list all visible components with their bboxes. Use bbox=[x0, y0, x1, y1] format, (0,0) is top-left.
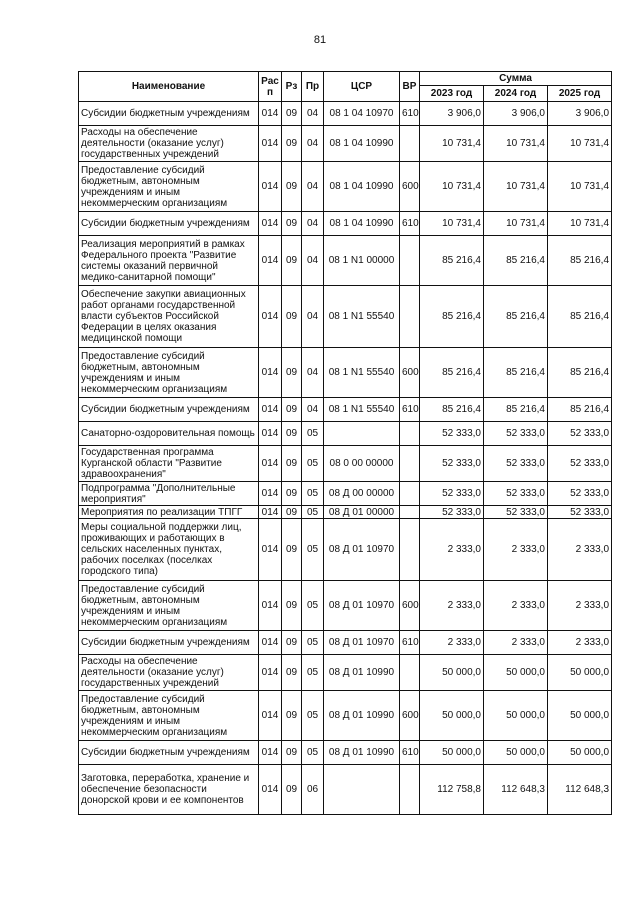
row-pr: 05 bbox=[302, 446, 324, 482]
row-vr: 600 bbox=[400, 348, 420, 398]
row-sum-2025: 2 333,0 bbox=[548, 581, 612, 631]
row-sum-2025: 10 731,4 bbox=[548, 162, 612, 212]
row-rasp: 014 bbox=[259, 519, 282, 581]
row-csr: 08 Д 01 10970 bbox=[324, 581, 400, 631]
row-sum-2024: 52 333,0 bbox=[484, 506, 548, 519]
table-row bbox=[79, 519, 612, 581]
row-csr: 08 Д 01 10990 bbox=[324, 741, 400, 765]
row-sum-2024: 112 648,3 bbox=[484, 765, 548, 815]
row-sum-2024: 50 000,0 bbox=[484, 741, 548, 765]
row-sum-2023: 52 333,0 bbox=[420, 446, 484, 482]
row-rasp: 014 bbox=[259, 581, 282, 631]
row-csr: 08 0 00 00000 bbox=[324, 446, 400, 482]
row-vr: 600 bbox=[400, 162, 420, 212]
row-csr: 08 Д 01 10970 bbox=[324, 519, 400, 581]
row-csr: 08 Д 01 00000 bbox=[324, 506, 400, 519]
row-rz: 09 bbox=[282, 446, 302, 482]
row-rz: 09 bbox=[282, 422, 302, 446]
row-sum-2023: 2 333,0 bbox=[420, 581, 484, 631]
table-row bbox=[79, 348, 612, 398]
row-csr: 08 1 04 10990 bbox=[324, 162, 400, 212]
row-rasp: 014 bbox=[259, 162, 282, 212]
row-name: Предоставление субсидий бюджетным, автономным учреждениям и иным некоммерческим организациям bbox=[79, 348, 259, 398]
row-pr: 05 bbox=[302, 581, 324, 631]
row-vr: 610 bbox=[400, 741, 420, 765]
row-rz: 09 bbox=[282, 765, 302, 815]
row-vr bbox=[400, 519, 420, 581]
row-sum-2025: 52 333,0 bbox=[548, 422, 612, 446]
row-rasp: 014 bbox=[259, 741, 282, 765]
row-name: Субсидии бюджетным учреждениям bbox=[79, 212, 259, 236]
row-name: Субсидии бюджетным учреждениям bbox=[79, 102, 259, 126]
row-pr: 05 bbox=[302, 631, 324, 655]
row-rz: 09 bbox=[282, 348, 302, 398]
row-rz: 09 bbox=[282, 581, 302, 631]
row-name: Предоставление субсидий бюджетным, автономным учреждениям и иным некоммерческим организациям bbox=[79, 691, 259, 741]
row-sum-2025: 3 906,0 bbox=[548, 102, 612, 126]
page-number: 81 bbox=[313, 34, 327, 46]
row-csr: 08 1 04 10990 bbox=[324, 126, 400, 162]
row-sum-2023: 52 333,0 bbox=[420, 506, 484, 519]
row-sum-2023: 52 333,0 bbox=[420, 482, 484, 506]
row-csr: 08 1 N1 55540 bbox=[324, 348, 400, 398]
row-rz: 09 bbox=[282, 102, 302, 126]
row-sum-2023: 85 216,4 bbox=[420, 398, 484, 422]
header-sum: Сумма bbox=[420, 72, 612, 86]
row-vr bbox=[400, 422, 420, 446]
row-sum-2024: 50 000,0 bbox=[484, 691, 548, 741]
table-body bbox=[79, 102, 612, 815]
row-vr: 610 bbox=[400, 631, 420, 655]
row-pr: 05 bbox=[302, 691, 324, 741]
row-rz: 09 bbox=[282, 482, 302, 506]
table-row bbox=[79, 655, 612, 691]
header-row-top bbox=[79, 72, 612, 86]
row-csr: 08 Д 00 00000 bbox=[324, 482, 400, 506]
table-row bbox=[79, 765, 612, 815]
row-name: Субсидии бюджетным учреждениям bbox=[79, 631, 259, 655]
row-name: Субсидии бюджетным учреждениям bbox=[79, 741, 259, 765]
row-sum-2023: 10 731,4 bbox=[420, 126, 484, 162]
row-name: Субсидии бюджетным учреждениям bbox=[79, 398, 259, 422]
table-row bbox=[79, 212, 612, 236]
row-pr: 05 bbox=[302, 519, 324, 581]
row-rasp: 014 bbox=[259, 286, 282, 348]
row-sum-2024: 50 000,0 bbox=[484, 655, 548, 691]
row-csr: 08 1 N1 00000 bbox=[324, 236, 400, 286]
row-sum-2024: 52 333,0 bbox=[484, 422, 548, 446]
row-pr: 04 bbox=[302, 126, 324, 162]
row-vr bbox=[400, 482, 420, 506]
row-sum-2024: 85 216,4 bbox=[484, 398, 548, 422]
row-pr: 04 bbox=[302, 162, 324, 212]
row-name: Санаторно-оздоровительная помощь bbox=[79, 422, 259, 446]
row-rasp: 014 bbox=[259, 691, 282, 741]
row-rasp: 014 bbox=[259, 422, 282, 446]
row-name: Расходы на обеспечение деятельности (оказание услуг) государственных учреждений bbox=[79, 655, 259, 691]
row-sum-2023: 2 333,0 bbox=[420, 631, 484, 655]
row-sum-2025: 112 648,3 bbox=[548, 765, 612, 815]
header-vr: ВР bbox=[400, 72, 420, 102]
row-pr: 05 bbox=[302, 741, 324, 765]
row-pr: 04 bbox=[302, 348, 324, 398]
row-sum-2023: 85 216,4 bbox=[420, 348, 484, 398]
row-vr bbox=[400, 286, 420, 348]
row-vr bbox=[400, 506, 420, 519]
row-rasp: 014 bbox=[259, 348, 282, 398]
row-csr: 08 Д 01 10970 bbox=[324, 631, 400, 655]
row-rz: 09 bbox=[282, 506, 302, 519]
row-sum-2025: 10 731,4 bbox=[548, 126, 612, 162]
row-rasp: 014 bbox=[259, 236, 282, 286]
row-pr: 04 bbox=[302, 236, 324, 286]
budget-table bbox=[78, 71, 612, 815]
header-year-2025: 2025 год bbox=[548, 86, 612, 102]
table-row bbox=[79, 691, 612, 741]
row-sum-2024: 10 731,4 bbox=[484, 212, 548, 236]
table-row bbox=[79, 581, 612, 631]
row-sum-2025: 85 216,4 bbox=[548, 348, 612, 398]
row-sum-2025: 52 333,0 bbox=[548, 506, 612, 519]
row-rz: 09 bbox=[282, 162, 302, 212]
row-sum-2024: 2 333,0 bbox=[484, 519, 548, 581]
row-sum-2023: 10 731,4 bbox=[420, 162, 484, 212]
row-rasp: 014 bbox=[259, 655, 282, 691]
row-rasp: 014 bbox=[259, 446, 282, 482]
row-pr: 05 bbox=[302, 482, 324, 506]
row-sum-2023: 52 333,0 bbox=[420, 422, 484, 446]
row-sum-2024: 52 333,0 bbox=[484, 446, 548, 482]
table-row bbox=[79, 506, 612, 519]
table-row bbox=[79, 102, 612, 126]
row-sum-2024: 10 731,4 bbox=[484, 126, 548, 162]
row-pr: 05 bbox=[302, 506, 324, 519]
row-name: Предоставление субсидий бюджетным, автономным учреждениям и иным некоммерческим организациям bbox=[79, 581, 259, 631]
row-sum-2023: 50 000,0 bbox=[420, 655, 484, 691]
row-rz: 09 bbox=[282, 631, 302, 655]
row-csr: 08 1 N1 55540 bbox=[324, 286, 400, 348]
row-sum-2025: 85 216,4 bbox=[548, 286, 612, 348]
row-vr: 610 bbox=[400, 398, 420, 422]
row-sum-2023: 10 731,4 bbox=[420, 212, 484, 236]
row-rasp: 014 bbox=[259, 398, 282, 422]
row-pr: 04 bbox=[302, 102, 324, 126]
row-pr: 06 bbox=[302, 765, 324, 815]
row-rasp: 014 bbox=[259, 506, 282, 519]
row-sum-2025: 85 216,4 bbox=[548, 398, 612, 422]
row-sum-2024: 85 216,4 bbox=[484, 236, 548, 286]
row-vr: 610 bbox=[400, 212, 420, 236]
row-pr: 05 bbox=[302, 422, 324, 446]
row-vr bbox=[400, 446, 420, 482]
row-csr: 08 1 04 10970 bbox=[324, 102, 400, 126]
row-sum-2025: 52 333,0 bbox=[548, 446, 612, 482]
row-vr bbox=[400, 655, 420, 691]
row-csr: 08 Д 01 10990 bbox=[324, 655, 400, 691]
row-sum-2024: 85 216,4 bbox=[484, 286, 548, 348]
table-row bbox=[79, 398, 612, 422]
row-pr: 04 bbox=[302, 212, 324, 236]
row-sum-2023: 2 333,0 bbox=[420, 519, 484, 581]
row-sum-2025: 85 216,4 bbox=[548, 236, 612, 286]
table-row bbox=[79, 286, 612, 348]
row-name: Расходы на обеспечение деятельности (оказание услуг) государственных учреждений bbox=[79, 126, 259, 162]
header-pr: Пр bbox=[302, 72, 324, 102]
row-csr: 08 Д 01 10990 bbox=[324, 691, 400, 741]
row-name: Мероприятия по реализации ТПГГ bbox=[79, 506, 259, 519]
row-rasp: 014 bbox=[259, 482, 282, 506]
row-csr bbox=[324, 422, 400, 446]
row-rz: 09 bbox=[282, 655, 302, 691]
row-name: Меры социальной поддержки лиц, проживающих и работающих в сельских населенных пунктах, рабочих поселках (поселках городского типа) bbox=[79, 519, 259, 581]
row-vr bbox=[400, 765, 420, 815]
row-sum-2024: 2 333,0 bbox=[484, 631, 548, 655]
row-rz: 09 bbox=[282, 519, 302, 581]
row-rz: 09 bbox=[282, 126, 302, 162]
table-row bbox=[79, 126, 612, 162]
header-rasp: Рас п bbox=[259, 72, 282, 102]
row-sum-2024: 10 731,4 bbox=[484, 162, 548, 212]
row-rz: 09 bbox=[282, 691, 302, 741]
row-name: Заготовка, переработка, хранение и обеспечение безопасности донорской крови и ее компонентов bbox=[79, 765, 259, 815]
row-pr: 05 bbox=[302, 655, 324, 691]
table-row bbox=[79, 741, 612, 765]
row-rz: 09 bbox=[282, 212, 302, 236]
header-year-2024: 2024 год bbox=[484, 86, 548, 102]
row-vr bbox=[400, 236, 420, 286]
row-sum-2024: 3 906,0 bbox=[484, 102, 548, 126]
row-vr bbox=[400, 126, 420, 162]
header-rz: Рз bbox=[282, 72, 302, 102]
row-rasp: 014 bbox=[259, 102, 282, 126]
row-sum-2024: 52 333,0 bbox=[484, 482, 548, 506]
table-row bbox=[79, 422, 612, 446]
row-name: Обеспечение закупки авиационных работ органами государственной власти субъектов Российской Федерации в целях оказания медицинской помощи bbox=[79, 286, 259, 348]
header-year-2023: 2023 год bbox=[420, 86, 484, 102]
row-sum-2025: 50 000,0 bbox=[548, 691, 612, 741]
row-rasp: 014 bbox=[259, 631, 282, 655]
row-csr: 08 1 N1 55540 bbox=[324, 398, 400, 422]
table-row bbox=[79, 446, 612, 482]
row-sum-2025: 50 000,0 bbox=[548, 741, 612, 765]
row-vr: 600 bbox=[400, 581, 420, 631]
header-name: Наименование bbox=[79, 72, 259, 102]
row-sum-2023: 112 758,8 bbox=[420, 765, 484, 815]
row-sum-2023: 50 000,0 bbox=[420, 691, 484, 741]
row-csr bbox=[324, 765, 400, 815]
row-sum-2024: 85 216,4 bbox=[484, 348, 548, 398]
row-sum-2025: 10 731,4 bbox=[548, 212, 612, 236]
row-sum-2023: 50 000,0 bbox=[420, 741, 484, 765]
row-vr: 600 bbox=[400, 691, 420, 741]
table-row bbox=[79, 482, 612, 506]
row-sum-2023: 85 216,4 bbox=[420, 286, 484, 348]
row-rasp: 014 bbox=[259, 212, 282, 236]
header-csr: ЦСР bbox=[324, 72, 400, 102]
row-sum-2023: 85 216,4 bbox=[420, 236, 484, 286]
row-rasp: 014 bbox=[259, 126, 282, 162]
row-rz: 09 bbox=[282, 741, 302, 765]
row-name: Предоставление субсидий бюджетным, автономным учреждениям и иным некоммерческим организациям bbox=[79, 162, 259, 212]
row-vr: 610 bbox=[400, 102, 420, 126]
row-pr: 04 bbox=[302, 398, 324, 422]
row-sum-2025: 50 000,0 bbox=[548, 655, 612, 691]
row-sum-2025: 52 333,0 bbox=[548, 482, 612, 506]
table-row bbox=[79, 631, 612, 655]
row-rz: 09 bbox=[282, 286, 302, 348]
row-sum-2023: 3 906,0 bbox=[420, 102, 484, 126]
row-sum-2024: 2 333,0 bbox=[484, 581, 548, 631]
row-csr: 08 1 04 10990 bbox=[324, 212, 400, 236]
row-rasp: 014 bbox=[259, 765, 282, 815]
row-sum-2025: 2 333,0 bbox=[548, 631, 612, 655]
row-rz: 09 bbox=[282, 236, 302, 286]
table-row bbox=[79, 162, 612, 212]
row-pr: 04 bbox=[302, 286, 324, 348]
row-rz: 09 bbox=[282, 398, 302, 422]
row-sum-2025: 2 333,0 bbox=[548, 519, 612, 581]
table-row bbox=[79, 236, 612, 286]
row-name: Государственная программа Курганской области "Развитие здравоохранения" bbox=[79, 446, 259, 482]
row-name: Реализация мероприятий в рамках Федерального проекта "Развитие системы оказаний первичной медико-санитарной помощи" bbox=[79, 236, 259, 286]
row-name: Подпрограмма "Дополнительные мероприятия" bbox=[79, 482, 259, 506]
